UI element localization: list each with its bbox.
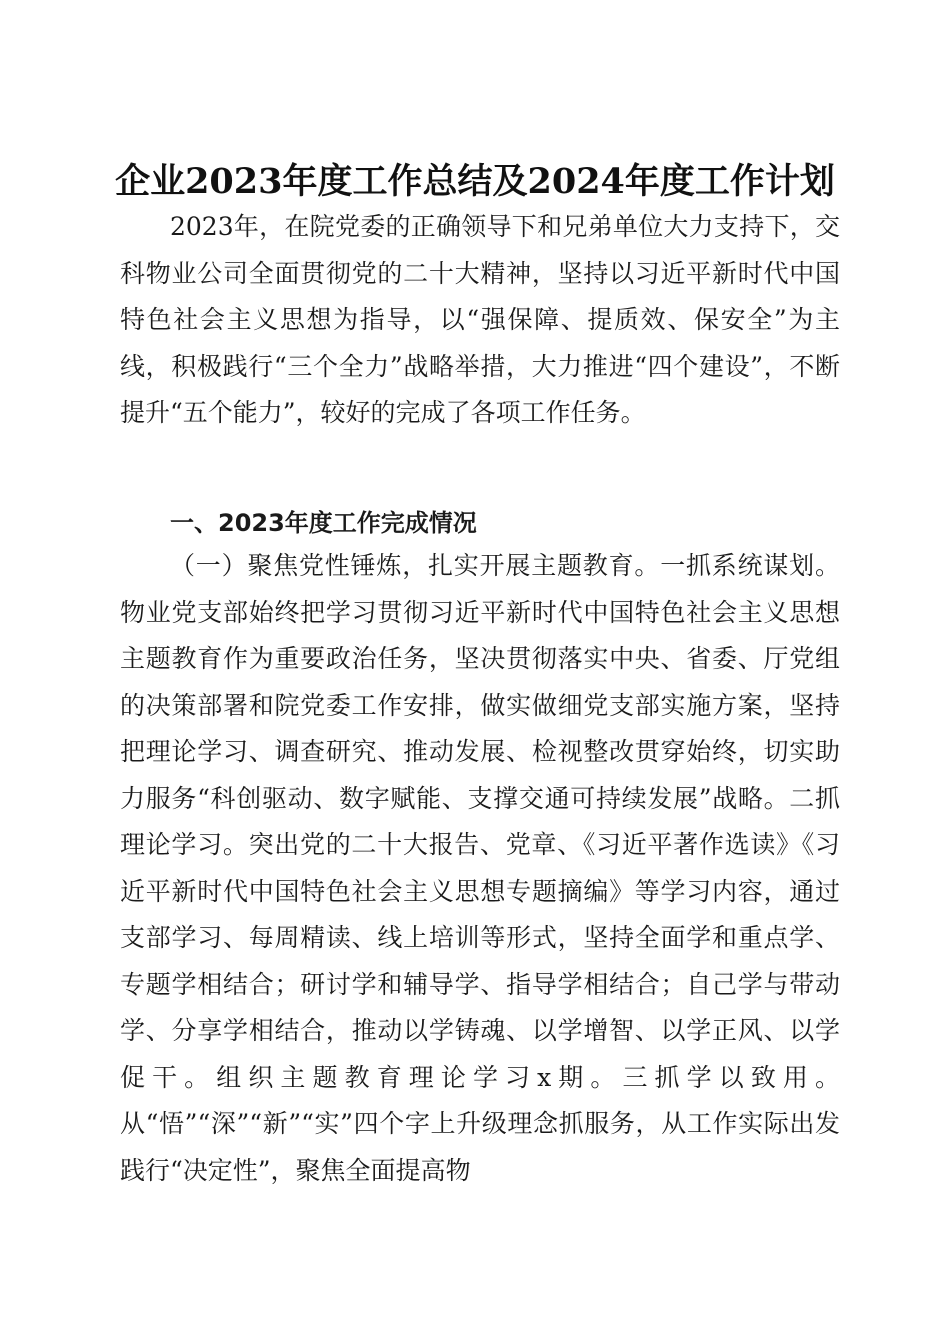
intro-paragraph: 2023年，在院党委的正确领导下和兄弟单位大力支持下，交科物业公司全面贯彻党的二十大精神，坚持以习近平新时代中国特色社会主义思想为指导，以“强保障、提质效、保安全”为主线，积极践行“三个全力”战略举措，大力推进“四个建设”，不断提升“五个能力”，较好的完成了各项工作任务。: [120, 212, 840, 427]
section-heading-1: 一、2023年度工作完成情况: [170, 509, 477, 537]
section-1-paragraph-1: （一）聚焦党性锤炼，扎实开展主题教育。一抓系统谋划。物业党支部始终把学习贯彻习近平新时代中国特色社会主义思想主题教育作为重要政治任务，坚决贯彻落实中央、省委、厅党组的决策部署和院党委工作安排，做实做细党支部实施方案，坚持把理论学习、调查研究、推动发展、检视整改贯穿始终，切实助力服务“科创驱动、数字赋能、支撑交通可持续发展”战略。二抓理论学习。突出党的二十大报告、党章、《习近平著作选读》《习近平新时代中国特色社会主义思想专题摘编》等学习内容，通过支部学习、每周精读、线上培训等形式，坚持全面学和重点学、专题学相结合；研讨学和辅导学、指导学相结合；自己学与带动学、分享学相结合，推动以学铸魂、以学增智、以学正风、以学促干。组织主题教育理论学习x期。三抓学以致用。从“悟”“深”“新”“实”四个字上升级理念抓服务，从工作实际出发践行“决定性”，聚焦全面提高物: [120, 551, 840, 1185]
document-title: 企业2023年度工作总结及2024年度工作计划: [115, 161, 835, 203]
